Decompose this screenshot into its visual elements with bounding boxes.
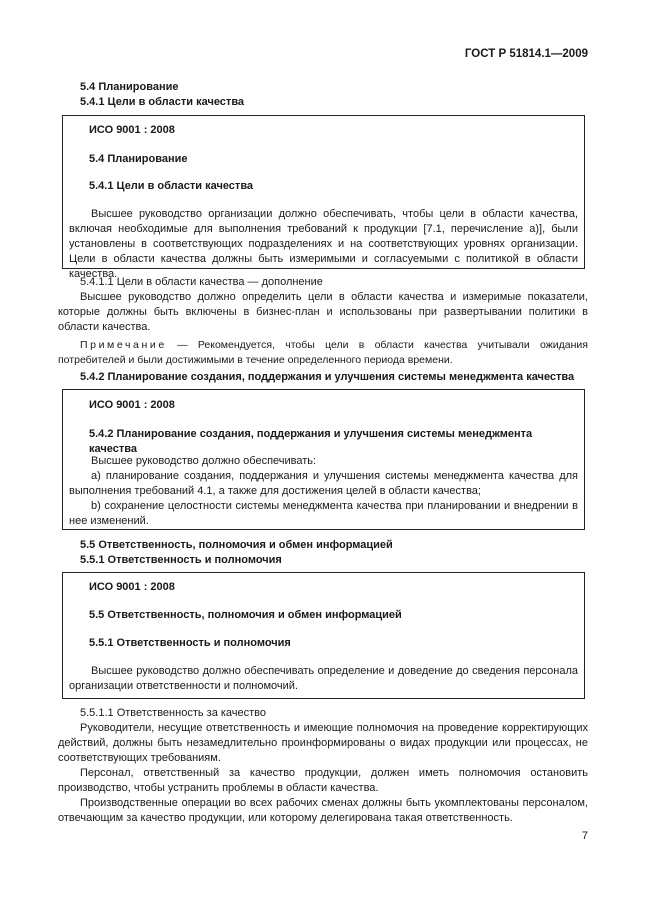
section-title-5-4-1-1: 5.4.1.1 Цели в области качества — дополнение <box>80 276 323 288</box>
document-id: ГОСТ Р 51814.1—2009 <box>464 48 588 60</box>
section-title-5-4-2: 5.4.2 Планирование создания, поддержания и улучшения системы менеджмента качества <box>80 371 575 383</box>
section-title-5-4: 5.4 Планирование <box>80 81 179 93</box>
iso-quote-box-3 <box>62 572 585 699</box>
iso-standard-ref: ИСО 9001 : 2008 <box>89 124 175 136</box>
paragraph: Персонал, ответственный за качество продукции, должен иметь полномочия остановить производство, чтобы устранить проблемы в области качества. <box>58 767 588 794</box>
iso-standard-ref: ИСО 9001 : 2008 <box>89 399 175 411</box>
section-title-5-5-1-1: 5.5.1.1 Ответственность за качество <box>80 707 267 719</box>
box-heading: 5.4.2 Планирование создания, поддержания и улучшения системы менеджмента качества <box>89 428 533 455</box>
box-text-intro: Высшее руководство должно обеспечивать: <box>91 455 317 467</box>
box-heading: 5.5 Ответственность, полномочия и обмен информацией <box>89 609 402 621</box>
iso-quote-box-2 <box>62 389 585 530</box>
box-subheading: 5.5.1 Ответственность и полномочия <box>89 637 291 649</box>
section-title-5-4-1: 5.4.1 Цели в области качества <box>80 96 245 108</box>
box-list-item-a: a) планирование создания, поддержания и улучшения системы менеджмента качества для выполнения требований 4.1, а также для достижения целей в области качества; <box>69 470 578 497</box>
page-number: 7 <box>581 830 588 842</box>
box-text: Высшее руководство должно обеспечивать определение и доведение до сведения персонала организации ответственности и полномочий. <box>69 665 578 692</box>
box-subheading: 5.4.1 Цели в области качества <box>89 180 254 192</box>
box-text: Высшее руководство организации должно обеспечивать, чтобы цели в области качества, включая необходимые для выполнения требований к продукции [7.1, перечисление а)], были установлены в соответствующих подразделениях и на соответствующих уровнях организации. Цели в области качества должны быть измеримыми и согласуемыми с политикой в области качества. <box>69 208 578 280</box>
iso-standard-ref: ИСО 9001 : 2008 <box>89 581 175 593</box>
paragraph: Высшее руководство должно определить цели в области качества и измеримые показатели, которые должны быть включены в бизнес-план и использованы при развертывании политики в области качества. <box>58 291 588 333</box>
note <box>58 338 588 368</box>
box-heading: 5.4 Планирование <box>89 153 188 165</box>
note-text: — Рекомендуется, чтобы цели в области качества учитывали ожидания потребителей и были достижимыми в течение определенного периода времени. <box>58 339 588 366</box>
iso-quote-box-1 <box>62 115 585 280</box>
section-title-5-5: 5.5 Ответственность, полномочия и обмен информацией <box>80 539 393 551</box>
note-label: Примечание <box>80 339 167 351</box>
box-list-item-b: b) сохранение целостности системы менеджмента качества при планировании и внедрении в нее изменений. <box>69 500 578 527</box>
paragraph: Руководители, несущие ответственность и имеющие полномочия на проведение корректирующих действий, должны быть незамедлительно проинформированы о видах продукции или процессах, не соответствующих требованиям. <box>58 722 588 764</box>
section-title-5-5-1: 5.5.1 Ответственность и полномочия <box>80 554 282 566</box>
paragraph: Производственные операции во всех рабочих сменах должны быть укомплектованы персоналом, отвечающим за качество продукции, или которому делегирована такая ответственность. <box>58 797 588 824</box>
